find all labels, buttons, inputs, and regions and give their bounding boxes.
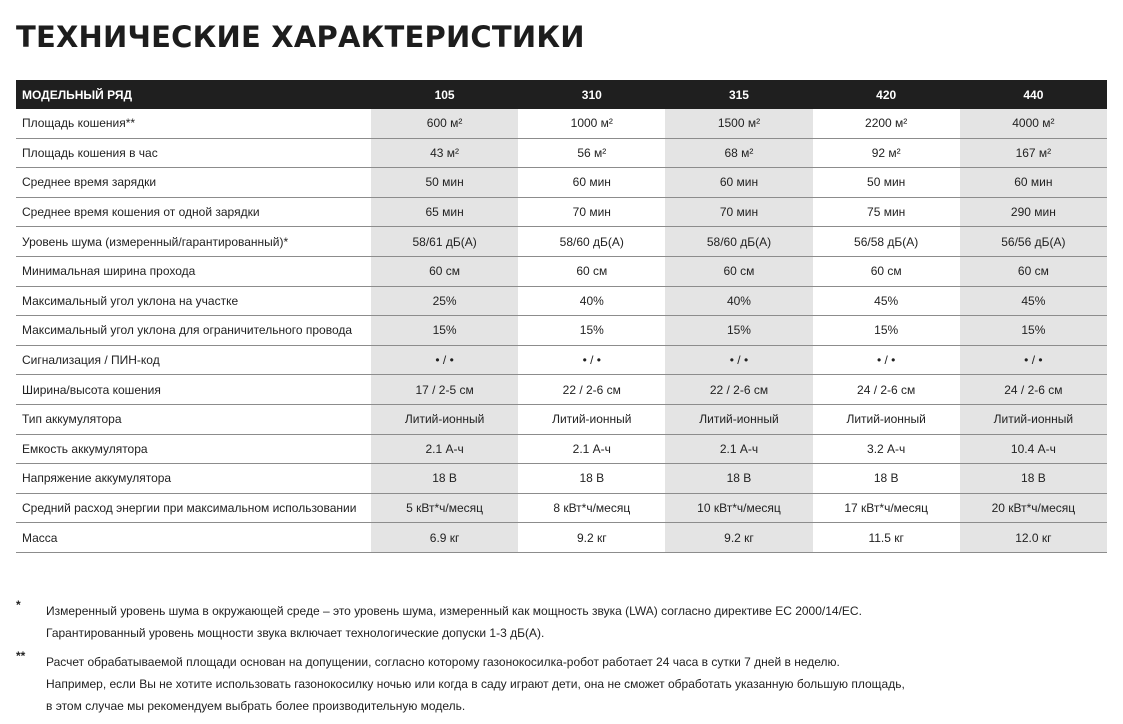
table-row (16, 316, 1107, 346)
value-cell: 15% (518, 316, 665, 346)
value-cell: 50 мин (371, 168, 518, 198)
value-cell: Литий-ионный (960, 404, 1107, 434)
page-title: ТЕХНИЧЕСКИЕ ХАРАКТЕРИСТИКИ (16, 20, 585, 54)
row-label: Сигнализация / ПИН-код (16, 345, 371, 375)
value-cell: 18 В (518, 464, 665, 494)
value-cell: 10.4 А-ч (960, 434, 1107, 464)
table-row (16, 227, 1107, 257)
table-row (16, 523, 1107, 553)
row-label: Среднее время кошения от одной зарядки (16, 197, 371, 227)
value-cell: 9.2 кг (665, 523, 812, 553)
value-cell: • / • (371, 345, 518, 375)
row-label: Минимальная ширина прохода (16, 256, 371, 286)
value-cell: 4000 м² (960, 109, 1107, 138)
value-cell: 60 см (518, 256, 665, 286)
table-row (16, 434, 1107, 464)
footnotes (16, 600, 1107, 724)
value-cell: 1000 м² (518, 109, 665, 138)
table-row (16, 404, 1107, 434)
table-row (16, 375, 1107, 405)
value-cell: Литий-ионный (518, 404, 665, 434)
header-model: 310 (518, 80, 665, 109)
table-row (16, 109, 1107, 138)
footnote-text: Например, если Вы не хотите использовать газонокосилку ночью или когда в саду играют дети, она не сможет обработать указанную большую площадь, (46, 677, 905, 691)
header-model: 105 (371, 80, 518, 109)
value-cell: 58/60 дБ(А) (518, 227, 665, 257)
row-label: Емкость аккумулятора (16, 434, 371, 464)
table-row (16, 168, 1107, 198)
table-row (16, 286, 1107, 316)
value-cell: 290 мин (960, 197, 1107, 227)
value-cell: 40% (518, 286, 665, 316)
value-cell: 15% (665, 316, 812, 346)
value-cell: 2.1 А-ч (518, 434, 665, 464)
value-cell: 24 / 2-6 см (813, 375, 960, 405)
value-cell: 20 кВт*ч/месяц (960, 493, 1107, 523)
value-cell: 8 кВт*ч/месяц (518, 493, 665, 523)
value-cell: 17 / 2-5 см (371, 375, 518, 405)
value-cell: 1500 м² (665, 109, 812, 138)
table-body (16, 109, 1107, 552)
value-cell: 60 мин (960, 168, 1107, 198)
value-cell: 17 кВт*ч/месяц (813, 493, 960, 523)
value-cell: 45% (960, 286, 1107, 316)
footnote-mark: ** (16, 649, 26, 663)
value-cell: 56 м² (518, 138, 665, 168)
value-cell: Литий-ионный (371, 404, 518, 434)
value-cell: 45% (813, 286, 960, 316)
value-cell: 15% (371, 316, 518, 346)
value-cell: 24 / 2-6 см (960, 375, 1107, 405)
row-label: Максимальный угол уклона для ограничительного провода (16, 316, 371, 346)
value-cell: 58/60 дБ(А) (665, 227, 812, 257)
value-cell: 11.5 кг (813, 523, 960, 553)
value-cell: 18 В (371, 464, 518, 494)
footnote-text: Измеренный уровень шума в окружающей среде – это уровень шума, измеренный как мощность звука (LWA) согласно директиве ЕС 2000/14/ЕС. (46, 604, 862, 618)
table-header-row (16, 80, 1107, 109)
value-cell: 3.2 А-ч (813, 434, 960, 464)
value-cell: 50 мин (813, 168, 960, 198)
value-cell: 68 м² (665, 138, 812, 168)
header-model: 420 (813, 80, 960, 109)
footnote-text: Гарантированный уровень мощности звука включает технологические допуски 1-3 дБ(А). (46, 626, 545, 640)
row-label: Напряжение аккумулятора (16, 464, 371, 494)
value-cell: 2.1 А-ч (665, 434, 812, 464)
table-row (16, 138, 1107, 168)
value-cell: • / • (518, 345, 665, 375)
value-cell: 60 см (960, 256, 1107, 286)
value-cell: 167 м² (960, 138, 1107, 168)
value-cell: 18 В (813, 464, 960, 494)
value-cell: 43 м² (371, 138, 518, 168)
value-cell: 2200 м² (813, 109, 960, 138)
value-cell: 2.1 А-ч (371, 434, 518, 464)
row-label: Площадь кошения в час (16, 138, 371, 168)
footnote-mark: * (16, 598, 21, 612)
value-cell: 92 м² (813, 138, 960, 168)
value-cell: 56/56 дБ(А) (960, 227, 1107, 257)
table-row (16, 345, 1107, 375)
value-cell: 70 мин (518, 197, 665, 227)
value-cell: 10 кВт*ч/месяц (665, 493, 812, 523)
table-row (16, 464, 1107, 494)
header-model: 440 (960, 80, 1107, 109)
footnote-text: в этом случае мы рекомендуем выбрать более производительную модель. (46, 699, 466, 713)
row-label: Масса (16, 523, 371, 553)
footnote (16, 600, 1107, 644)
row-label: Уровень шума (измеренный/гарантированный)* (16, 227, 371, 257)
value-cell: • / • (665, 345, 812, 375)
row-label: Максимальный угол уклона на участке (16, 286, 371, 316)
value-cell: Литий-ионный (813, 404, 960, 434)
value-cell: 60 см (813, 256, 960, 286)
value-cell: 65 мин (371, 197, 518, 227)
value-cell: 58/61 дБ(А) (371, 227, 518, 257)
value-cell: 5 кВт*ч/месяц (371, 493, 518, 523)
header-model-range-label: МОДЕЛЬНЫЙ РЯД (16, 80, 371, 109)
value-cell: 70 мин (665, 197, 812, 227)
value-cell: 60 мин (665, 168, 812, 198)
value-cell: 600 м² (371, 109, 518, 138)
table-row (16, 493, 1107, 523)
value-cell: 60 см (371, 256, 518, 286)
value-cell: • / • (813, 345, 960, 375)
row-label: Средний расход энергии при максимальном использовании (16, 493, 371, 523)
value-cell: 25% (371, 286, 518, 316)
value-cell: 75 мин (813, 197, 960, 227)
row-label: Тип аккумулятора (16, 404, 371, 434)
value-cell: • / • (960, 345, 1107, 375)
value-cell: 15% (813, 316, 960, 346)
value-cell: 22 / 2-6 см (518, 375, 665, 405)
value-cell: 60 мин (518, 168, 665, 198)
table-row (16, 197, 1107, 227)
specifications-table (16, 80, 1107, 553)
value-cell: 40% (665, 286, 812, 316)
row-label: Среднее время зарядки (16, 168, 371, 198)
value-cell: 9.2 кг (518, 523, 665, 553)
value-cell: 15% (960, 316, 1107, 346)
row-label: Ширина/высота кошения (16, 375, 371, 405)
footnote-text: Расчет обрабатываемой площади основан на допущении, согласно которому газонокосилка-робот работает 24 часа в сутки 7 дней в неделю. (46, 655, 840, 669)
table-row (16, 256, 1107, 286)
value-cell: 18 В (960, 464, 1107, 494)
header-model: 315 (665, 80, 812, 109)
value-cell: 22 / 2-6 см (665, 375, 812, 405)
value-cell: 56/58 дБ(А) (813, 227, 960, 257)
value-cell: 6.9 кг (371, 523, 518, 553)
value-cell: 12.0 кг (960, 523, 1107, 553)
footnote (16, 651, 1107, 717)
row-label: Площадь кошения** (16, 109, 371, 138)
value-cell: Литий-ионный (665, 404, 812, 434)
value-cell: 60 см (665, 256, 812, 286)
value-cell: 18 В (665, 464, 812, 494)
